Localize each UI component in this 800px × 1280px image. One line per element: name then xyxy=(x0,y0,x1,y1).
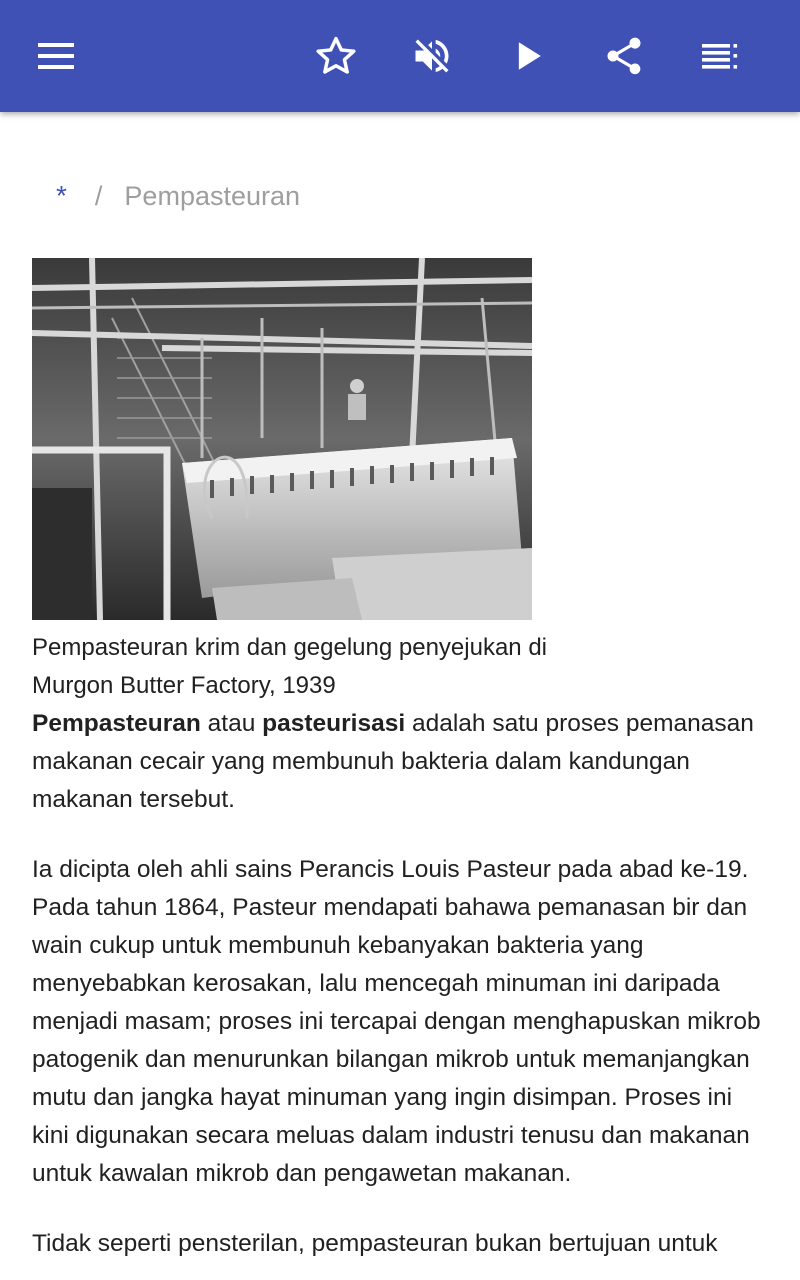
image-caption: Pempasteuran krim dan gegelung penyejukan di Murgon Butter Factory, 1939 xyxy=(32,634,548,699)
play-icon xyxy=(506,34,550,78)
article-content[interactable] xyxy=(0,112,800,1280)
term-bold: pasteurisasi xyxy=(262,710,406,737)
contents-button[interactable] xyxy=(688,24,752,88)
article-paragraph: Ia dicipta oleh ahli sains Perancis Louis Pasteur pada abad ke-19. Pada tahun 1864, Pasteur mendapati bahawa pemanasan bir dan wain cukup untuk membunuh kebanyakan bakteria yang menyebabkan kerosakan, lalu mencegah minuman ini daripada menjadi masam; proses ini tercapai dengan menghapuskan mikrob patogenik dan menurunkan bilangan mikrob untuk memanjangkan mutu dan jangka hayat minuman yang ingin disimpan. Proses ini kini digunakan secara meluas dalam industri tenusu dan makanan untuk kawalan mikrob dan pengawetan makanan. xyxy=(32,856,761,1187)
volume-off-icon xyxy=(410,34,454,78)
menu-icon xyxy=(36,36,76,76)
menu-button[interactable] xyxy=(24,24,88,88)
favorite-button[interactable] xyxy=(304,24,368,88)
app-bar xyxy=(0,0,800,112)
play-button[interactable] xyxy=(496,24,560,88)
pasteurization-photo xyxy=(32,258,532,620)
breadcrumb-current: Pempasteuran xyxy=(124,181,301,211)
playlist-icon xyxy=(700,36,740,76)
share-icon xyxy=(602,34,646,78)
star-outline-icon xyxy=(314,34,358,78)
text-span: adalah satu proses pemanasan makanan cecair yang membunuh bakteria dalam kandungan makanan tersebut. xyxy=(32,710,754,813)
mute-button[interactable] xyxy=(400,24,464,88)
article-body xyxy=(32,705,772,1280)
breadcrumb-separator: / xyxy=(94,181,103,211)
term-bold: Pempasteuran xyxy=(32,710,201,737)
article-image[interactable] xyxy=(32,258,532,620)
breadcrumb-home-link[interactable]: * xyxy=(56,180,67,211)
text-span: atau xyxy=(200,710,263,737)
share-button[interactable] xyxy=(592,24,656,88)
breadcrumb xyxy=(56,180,300,212)
article-paragraph xyxy=(32,705,772,819)
article-paragraph: Tidak seperti pensterilan, pempasteuran bukan bertujuan untuk xyxy=(32,1230,718,1257)
